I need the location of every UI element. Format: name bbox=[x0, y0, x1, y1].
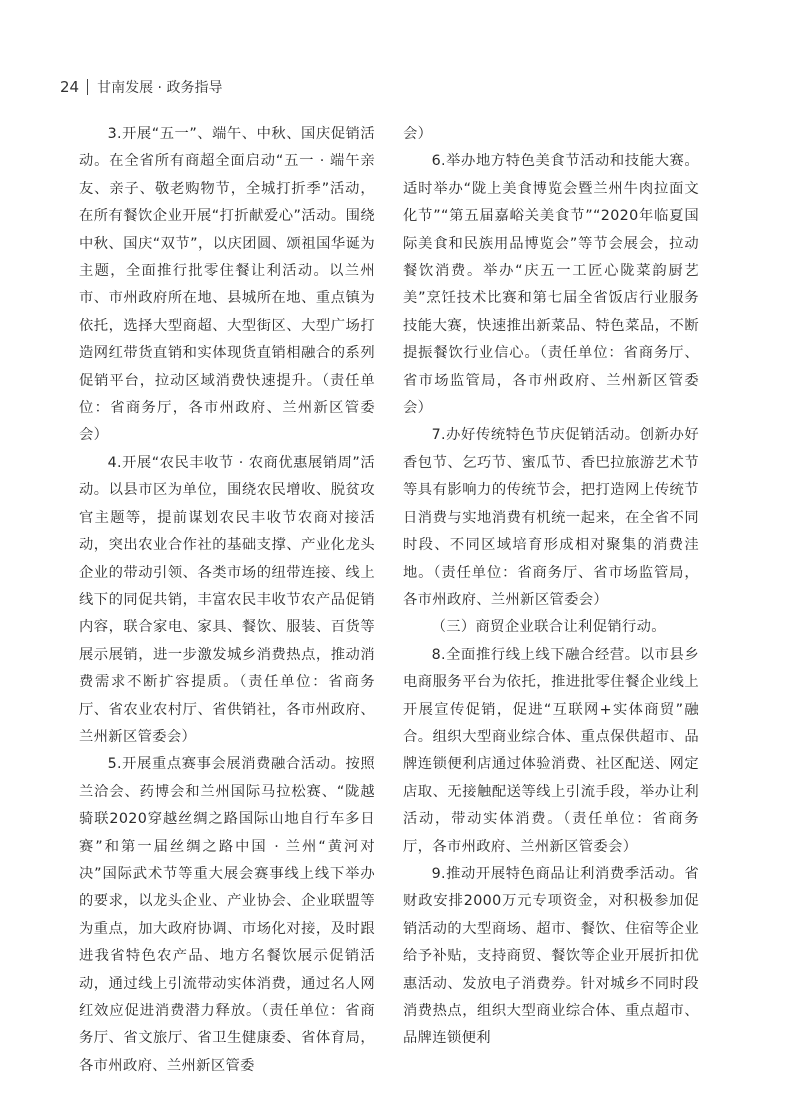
running-header bbox=[60, 76, 222, 98]
paragraph-item-4: 4.开展“农民丰收节 · 农商优惠展销周”活动。以县市区为单位，围绕农民增收、脱贫攻官主题等，提前谋划农民丰收节农商对接活动，突出农业合作社的基础支撑、产业化龙头企业的带动引领、各类市场的纽带连接、线上线下的同促共销，丰富农民丰收节农产品促销内容，联合家电、家具、餐饮、服装、百货等展示展销，进一步激发城乡消费热点，推动消费需求不断扩容提质。（责任单位：省商务厅、省农业农村厅、省供销社，各市州政府、兰州新区管委会） bbox=[79, 454, 375, 745]
right-column bbox=[403, 121, 699, 1053]
paragraph-item-8: 8.全面推行线上线下融合经营。以市县乡电商服务平台为依托，推进批零住餐企业线上开展宣传促销，促进“互联网+实体商贸”融合。组织大型商业综合体、重点保供超市、品牌连锁便利店通过体验消费、社区配送、网定店取、无接触配送等线上引流手段，举办让利活动，带动实体消费。（责任单位：省商务厅，各市州政府、兰州新区管委会） bbox=[403, 646, 699, 855]
left-column bbox=[79, 121, 375, 1080]
page-number: 24 bbox=[60, 78, 80, 96]
header-divider bbox=[87, 79, 88, 95]
paragraph-continuation: 会） bbox=[403, 126, 433, 142]
section-heading: （三）商贸企业联合让利促销行动。 bbox=[431, 619, 666, 636]
paragraph-item-7: 7.办好传统特色节庆促销活动。创新办好香包节、乞巧节、蜜瓜节、香巴拉旅游艺术节等具有影响力的传统节会，把打造网上传统节日消费与实地消费有机统一起来，在全省不同时段、不同区域培育形成相对聚集的消费洼地。（责任单位：省商务厅、省市场监管局，各市州政府、兰州新区管委会） bbox=[403, 427, 699, 608]
paragraph-item-5: 5.开展重点赛事会展消费融合活动。按照兰洽会、药博会和兰州国际马拉松赛、“陇越骑联2020穿越丝绸之路国际山地自行车多日赛”和第一届丝绸之路中国 · 兰州“黄河对决”国际武术节等重大展会赛事线上线下举办的要求，以龙头企业、产业协会、企业联盟等为重点，加大政府协调、市场化对接，及时跟进我省特色农产品、地方名餐饮展示促销活动，通过线上引流带动实体消费，通过名人网红效应促进消费潜力释放。（责任单位：省商务厅、省文旅厅、省卫生健康委、省体育局，各市州政府、兰州新区管委 bbox=[79, 756, 375, 1074]
publication-title: 甘南发展 · 政务指导 bbox=[97, 80, 223, 96]
paragraph-item-3: 3.开展“五一”、端午、中秋、国庆促销活动。在全省所有商超全面启动“五一 · 端午亲友、亲子、敬老购物节，全城打折季”活动，在所有餐饮企业开展“打折献爱心”活动。围绕中秋、国庆“双节”，以庆团圆、颂祖国华诞为主题，全面推行批零住餐让利活动。以兰州市、市州政府所在地、县城所在地、重点镇为依托，选择大型商超、大型街区、大型广场打造网红带货直销和实体现货直销相融合的系列促销平台，拉动区域消费快速提升。（责任单位：省商务厅，各市州政府、兰州新区管委会） bbox=[79, 126, 375, 444]
paragraph-item-6: 6.举办地方特色美食节活动和技能大赛。适时举办“陇上美食博览会暨兰州牛肉拉面文化节”“第五届嘉峪关美食节”“2020年临夏国际美食和民族用品博览会”等节会展会，拉动餐饮消费。举办“庆五一工匠心陇菜韵厨艺美”烹饪技术比赛和第七届全省饭店行业服务技能大赛，快速推出新菜品、特色菜品，不断提振餐饮行业信心。（责任单位：省商务厅、省市场监管局，各市州政府、兰州新区管委会） bbox=[403, 153, 699, 417]
paragraph-item-9: 9.推动开展特色商品让利消费季活动。省财政安排2000万元专项资金，对积极参加促销活动的大型商场、超市、餐饮、住宿等企业给予补贴，支持商贸、餐饮等企业开展折扣优惠活动、发放电子消费券。针对城乡不同时段消费热点，组织大型商业综合体、重点超市、品牌连锁便利 bbox=[403, 865, 699, 1047]
